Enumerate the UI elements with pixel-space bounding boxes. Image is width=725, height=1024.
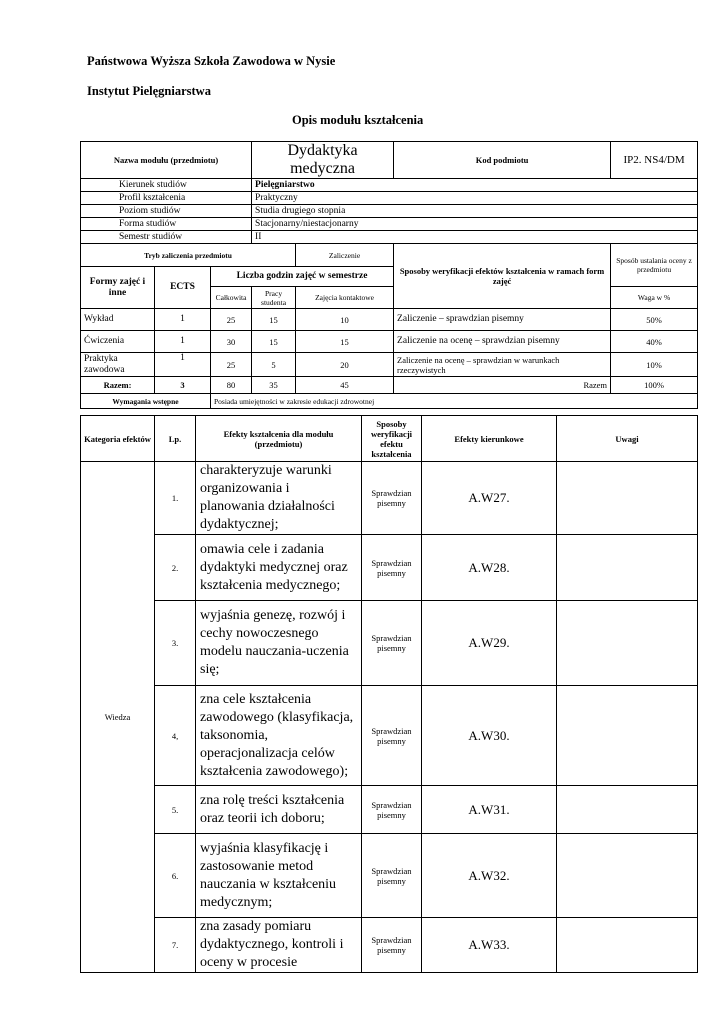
form-total-hours: 25 bbox=[211, 353, 252, 377]
outcome-notes bbox=[557, 462, 698, 535]
form-weight: 10% bbox=[611, 353, 698, 377]
form-ects: 1 bbox=[155, 331, 211, 353]
contact-hours-header: Zajęcia kontaktowe bbox=[296, 287, 394, 309]
form-contact-hours: 15 bbox=[296, 331, 394, 353]
form-ects: 1 bbox=[155, 309, 211, 331]
weight-header: Waga w % bbox=[611, 287, 698, 309]
module-name-value: Dydaktyka medyczna bbox=[252, 142, 394, 179]
assessment-mode-value: Zaliczenie bbox=[296, 244, 394, 267]
outcome-row bbox=[81, 535, 698, 601]
form-method: Zaliczenie na ocenę – sprawdzian w warunkach rzeczywistych bbox=[394, 353, 611, 377]
form-name: Ćwiczenia bbox=[81, 331, 155, 353]
category-cell: Wiedza bbox=[81, 462, 155, 973]
requirements-label: Wymagania wstępne bbox=[81, 394, 211, 409]
module-code-label: Kod podmiotu bbox=[394, 142, 611, 179]
module-name-row bbox=[81, 142, 698, 179]
form-contact-hours: 10 bbox=[296, 309, 394, 331]
info-value: Praktyczny bbox=[252, 192, 698, 205]
outcome-lp: 7. bbox=[155, 918, 196, 973]
ects-header: ECTS bbox=[155, 267, 211, 309]
info-value: II bbox=[252, 231, 698, 244]
learning-outcomes-table bbox=[80, 415, 698, 973]
form-contact-hours: 20 bbox=[296, 353, 394, 377]
outcome-lp: 3. bbox=[155, 601, 196, 686]
outcome-verification: Sprawdzian pisemny bbox=[362, 535, 422, 601]
outcome-verification: Sprawdzian pisemny bbox=[362, 918, 422, 973]
form-row bbox=[81, 331, 698, 353]
info-row bbox=[81, 231, 698, 244]
form-student-hours: 5 bbox=[252, 353, 296, 377]
info-value: Studia drugiego stopnia bbox=[252, 205, 698, 218]
requirements-row bbox=[81, 394, 698, 409]
outcome-effect: zna zasady pomiaru dydaktycznego, kontroli i oceny w procesie bbox=[196, 918, 362, 973]
form-name: Wykład bbox=[81, 309, 155, 331]
outcome-direction-code: A.W33. bbox=[422, 918, 557, 973]
info-label: Kierunek studiów bbox=[81, 179, 252, 192]
outcome-direction-code: A.W27. bbox=[422, 462, 557, 535]
form-total-hours: 25 bbox=[211, 309, 252, 331]
forms-header: Formy zajęć i inne bbox=[81, 267, 155, 309]
info-value: Pielęgniarstwo bbox=[252, 179, 698, 192]
total-hours-header: Całkowita bbox=[211, 287, 252, 309]
outcome-effect: omawia cele i zadania dydaktyki medycznej oraz kształcenia medycznego; bbox=[196, 535, 362, 601]
info-row bbox=[81, 205, 698, 218]
category-header: Kategoria efektów bbox=[81, 416, 155, 462]
sum-row bbox=[81, 377, 698, 394]
outcome-verification: Sprawdzian pisemny bbox=[362, 601, 422, 686]
sum-total-hours: 80 bbox=[211, 377, 252, 394]
effect-header: Efekty kształcenia dla modułu (przedmiotu) bbox=[196, 416, 362, 462]
outcome-notes bbox=[557, 786, 698, 834]
school-name: Państwowa Wyższa Szkoła Zawodowa w Nysie bbox=[87, 54, 336, 68]
outcome-direction-code: A.W30. bbox=[422, 686, 557, 786]
outcomes-header-row bbox=[81, 416, 698, 462]
info-label: Profil kształcenia bbox=[81, 192, 252, 205]
outcome-row bbox=[81, 918, 698, 973]
info-label: Semestr studiów bbox=[81, 231, 252, 244]
outcome-effect: zna rolę treści kształcenia oraz teorii ich doboru; bbox=[196, 786, 362, 834]
sum-method: Razem bbox=[394, 377, 611, 394]
outcome-notes bbox=[557, 918, 698, 973]
outcome-verification: Sprawdzian pisemny bbox=[362, 834, 422, 918]
outcome-notes bbox=[557, 834, 698, 918]
outcome-effect: wyjaśnia genezę, rozwój i cechy nowoczesnego modelu nauczania-uczenia się; bbox=[196, 601, 362, 686]
outcome-notes bbox=[557, 535, 698, 601]
sum-ects: 3 bbox=[155, 377, 211, 394]
outcome-verification: Sprawdzian pisemny bbox=[362, 462, 422, 535]
notes-header: Uwagi bbox=[557, 416, 698, 462]
form-row bbox=[81, 309, 698, 331]
module-description-table bbox=[80, 141, 698, 409]
outcome-lp: 4, bbox=[155, 686, 196, 786]
outcome-direction-code: A.W29. bbox=[422, 601, 557, 686]
info-row bbox=[81, 218, 698, 231]
info-label: Forma studiów bbox=[81, 218, 252, 231]
outcome-row bbox=[81, 462, 698, 535]
module-name-label: Nazwa modułu (przedmiotu) bbox=[81, 142, 252, 179]
direction-header: Efekty kierunkowe bbox=[422, 416, 557, 462]
form-name: Praktyka zawodowa bbox=[81, 353, 155, 377]
module-code-value: IP2. NS4/DM bbox=[611, 142, 698, 179]
form-row bbox=[81, 353, 698, 377]
sum-label: Razem: bbox=[81, 377, 155, 394]
outcome-lp: 2. bbox=[155, 535, 196, 601]
outcome-verification: Sprawdzian pisemny bbox=[362, 786, 422, 834]
hours-header: Liczba godzin zajęć w semestrze bbox=[211, 267, 394, 287]
student-hours-header: Pracy studenta bbox=[252, 287, 296, 309]
outcome-lp: 5. bbox=[155, 786, 196, 834]
outcome-row bbox=[81, 834, 698, 918]
outcome-effect: wyjaśnia klasyfikację i zastosowanie metod nauczania w kształceniu medycznym; bbox=[196, 834, 362, 918]
assessment-mode-label: Tryb zaliczenia przedmiotu bbox=[81, 244, 296, 267]
form-weight: 40% bbox=[611, 331, 698, 353]
form-weight: 50% bbox=[611, 309, 698, 331]
requirements-value: Posiada umiejętności w zakresie edukacji zdrowotnej bbox=[211, 394, 698, 409]
form-student-hours: 15 bbox=[252, 331, 296, 353]
outcome-notes bbox=[557, 686, 698, 786]
outcome-verification: Sprawdzian pisemny bbox=[362, 686, 422, 786]
outcome-row bbox=[81, 786, 698, 834]
outcome-effect: charakteryzuje warunki organizowania i planowania działalności dydaktycznej; bbox=[196, 462, 362, 535]
outcome-direction-code: A.W28. bbox=[422, 535, 557, 601]
lp-header: Lp. bbox=[155, 416, 196, 462]
outcome-lp: 6. bbox=[155, 834, 196, 918]
form-total-hours: 30 bbox=[211, 331, 252, 353]
institute-name: Instytut Pielęgniarstwa bbox=[87, 84, 211, 98]
sum-contact-hours: 45 bbox=[296, 377, 394, 394]
outcome-direction-code: A.W31. bbox=[422, 786, 557, 834]
outcome-lp: 1. bbox=[155, 462, 196, 535]
form-student-hours: 15 bbox=[252, 309, 296, 331]
form-method: Zaliczenie – sprawdzian pisemny bbox=[394, 309, 611, 331]
grade-method-header: Sposób ustalania oceny z przedmiotu bbox=[611, 244, 698, 287]
info-label: Poziom studiów bbox=[81, 205, 252, 218]
info-row bbox=[81, 192, 698, 205]
outcome-direction-code: A.W32. bbox=[422, 834, 557, 918]
sum-student-hours: 35 bbox=[252, 377, 296, 394]
document-title: Opis modułu kształcenia bbox=[292, 113, 424, 127]
sum-weight: 100% bbox=[611, 377, 698, 394]
outcome-notes bbox=[557, 601, 698, 686]
verification-header: Sposoby weryfikacji efektu kształcenia bbox=[362, 416, 422, 462]
assessment-mode-row bbox=[81, 244, 698, 267]
form-ects: 1 bbox=[155, 353, 211, 377]
info-row bbox=[81, 179, 698, 192]
outcome-row bbox=[81, 686, 698, 786]
info-value: Stacjonarny/niestacjonarny bbox=[252, 218, 698, 231]
outcome-row bbox=[81, 601, 698, 686]
methods-header: Sposoby weryfikacji efektów kształcenia w ramach form zajęć bbox=[394, 244, 611, 309]
form-method: Zaliczenie na ocenę – sprawdzian pisemny bbox=[394, 331, 611, 353]
outcome-effect: zna cele kształcenia zawodowego (klasyfikacja, taksonomia, operacjonalizacja celów kształcenia zawodowego); bbox=[196, 686, 362, 786]
